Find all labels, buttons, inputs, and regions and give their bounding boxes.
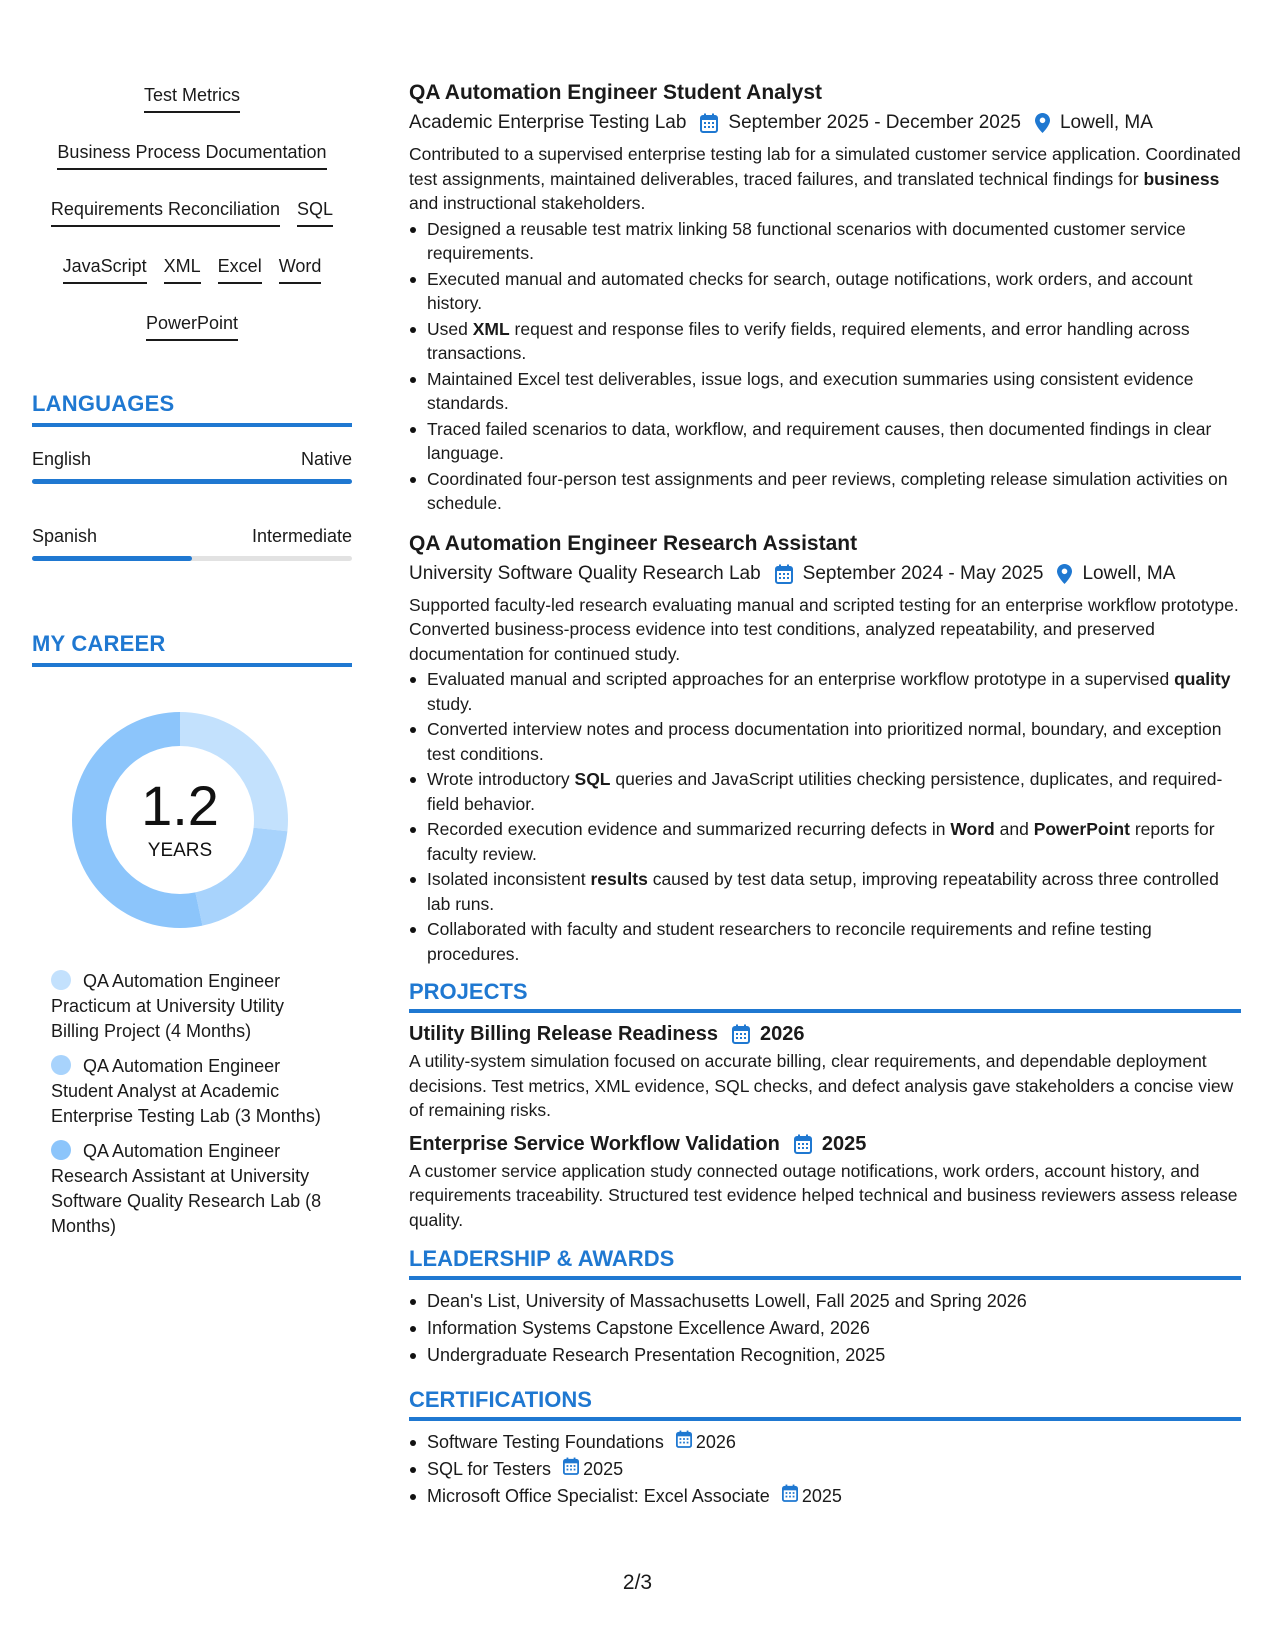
job-bullet: Isolated inconsistent results caused by test data setup, improving repeatability across three controlled lab runs. — [409, 867, 1241, 916]
certifications-heading: CERTIFICATIONS — [409, 1387, 1241, 1421]
job-bullets — [409, 217, 1241, 516]
job-bullet: Wrote introductory SQL queries and JavaScript utilities checking persistence, duplicates, and required-field behavior. — [409, 767, 1241, 816]
proficiency-fill — [32, 556, 192, 561]
certification-name: SQL for Testers — [427, 1459, 552, 1479]
certification-name: Microsoft Office Specialist: Excel Associate — [427, 1486, 770, 1506]
award-item: Undergraduate Research Presentation Recognition, 2025 — [409, 1342, 1241, 1369]
calendar-icon — [700, 113, 718, 133]
awards-list — [409, 1288, 1241, 1369]
job-title: QA Automation Engineer Student Analyst — [409, 81, 823, 104]
skill-tag: Word — [279, 255, 322, 284]
job-entry — [409, 529, 1241, 967]
language-row — [32, 526, 352, 547]
language-proficiency-bar — [32, 556, 352, 561]
language-name: Spanish — [32, 526, 98, 546]
projects-heading: PROJECTS — [409, 979, 1241, 1013]
map-pin-icon — [1035, 113, 1050, 133]
certification-year: 2025 — [583, 1459, 624, 1479]
certifications-list — [409, 1429, 1241, 1510]
project-entry — [409, 1129, 1241, 1233]
project-description: A utility-system simulation focused on accurate billing, clear requirements, and dependable deployment decisions. Test metrics, XML evidence, SQL checks, and defect analysis gave stakeholders a concise view of remaining risks. — [409, 1051, 1234, 1120]
career-legend-item — [51, 1139, 331, 1239]
calendar-icon — [775, 564, 793, 584]
career-label: QA Automation Engineer Practicum at University Utility Billing Project (4 Months) — [51, 971, 285, 1041]
skills-list — [32, 84, 352, 341]
certification-name: Software Testing Foundations — [427, 1432, 664, 1452]
donut-center — [65, 705, 295, 935]
job-entry — [409, 78, 1241, 516]
project-title: Enterprise Service Workflow Validation — [409, 1132, 780, 1155]
career-label: QA Automation Engineer Research Assistant at University Software Quality Research Lab (8 Months) — [51, 1141, 322, 1236]
job-bullet: Executed manual and automated checks for search, outage notifications, work orders, and account history. — [409, 267, 1241, 316]
job-bullet: Used XML request and response files to verify fields, required elements, and error handling across transactions. — [409, 317, 1241, 366]
certification-item — [409, 1456, 1241, 1483]
job-title: QA Automation Engineer Research Assistant — [409, 531, 858, 555]
job-meta — [409, 560, 1241, 588]
skill-tag: XML — [164, 255, 201, 284]
career-section — [32, 631, 352, 1239]
job-bullet: Evaluated manual and scripted approaches for an enterprise workflow prototype in a supervised quality study. — [409, 667, 1241, 716]
project-description: A customer service application study connected outage notifications, work orders, account history, and requirements traceability. Structured test evidence helped technical and business reviewers assess release quality. — [409, 1160, 1238, 1230]
career-legend-item — [51, 969, 331, 1044]
languages-section — [32, 391, 352, 561]
language-row — [32, 449, 352, 470]
job-dates: September 2024 - May 2025 — [802, 562, 1044, 584]
calendar-icon — [563, 1456, 579, 1483]
project-year: 2025 — [821, 1132, 867, 1155]
project-title: Utility Billing Release Readiness — [409, 1023, 718, 1045]
legend-dot — [51, 1140, 71, 1160]
job-bullet: Collaborated with faculty and student researchers to reconcile requirements and refine testing procedures. — [409, 917, 1241, 966]
career-total-unit: YEARS — [147, 840, 213, 861]
skill-tag: PowerPoint — [146, 312, 238, 341]
certification-year: 2025 — [801, 1486, 842, 1506]
career-legend-item — [51, 1054, 331, 1129]
skill-tag: JavaScript — [63, 255, 147, 284]
language-level: Native — [300, 449, 352, 469]
certification-year: 2026 — [695, 1432, 736, 1452]
languages-heading: LANGUAGES — [32, 391, 352, 427]
language-name: English — [32, 449, 92, 469]
job-dates: September 2025 - December 2025 — [728, 112, 1021, 133]
main-content — [409, 78, 1241, 1510]
project-year: 2026 — [760, 1023, 805, 1045]
job-bullets — [409, 667, 1241, 966]
legend-dot — [51, 970, 71, 990]
skill-tag: Test Metrics — [144, 84, 240, 113]
job-summary: Contributed to a supervised enterprise testing lab for a simulated customer service application. Coordinated test assignments, maintained deliverables, traced failures, and translated technical findings for business and instructional stakeholders. — [409, 144, 1241, 213]
calendar-icon — [782, 1483, 798, 1510]
language-level: Intermediate — [251, 526, 352, 546]
skill-tag: Excel — [218, 255, 262, 284]
certification-item — [409, 1429, 1241, 1456]
calendar-icon — [732, 1024, 750, 1044]
awards-heading: LEADERSHIP & AWARDS — [409, 1246, 1241, 1280]
job-organization: University Software Quality Research Lab — [409, 562, 761, 584]
map-pin-icon — [1057, 564, 1072, 584]
job-summary: Supported faculty-led research evaluating manual and scripted testing for an enterprise workflow prototype. Converted business-process evidence into test conditions, analyzed repeatability, and preserved documentation for continued study. — [409, 594, 1239, 664]
skill-tag: SQL — [297, 198, 333, 227]
career-donut-chart — [65, 705, 295, 935]
career-heading: MY CAREER — [32, 631, 352, 667]
job-location: Lowell, MA — [1059, 112, 1153, 133]
language-proficiency-bar — [32, 479, 352, 484]
job-bullet: Maintained Excel test deliverables, issue logs, and execution summaries using consistent evidence standards. — [409, 367, 1241, 416]
skill-tag: Business Process Documentation — [57, 141, 326, 170]
certification-item — [409, 1483, 1241, 1510]
career-label: QA Automation Engineer Student Analyst at Academic Enterprise Testing Lab (3 Months) — [51, 1056, 321, 1126]
job-bullet: Recorded execution evidence and summarized recurring defects in Word and PowerPoint reports for faculty review. — [409, 817, 1241, 866]
page-number: 2/3 — [622, 1571, 653, 1594]
job-location: Lowell, MA — [1082, 562, 1176, 584]
project-title-row — [409, 1019, 1241, 1049]
career-legend — [32, 969, 352, 1239]
job-bullet: Designed a reusable test matrix linking 58 functional scenarios with documented customer service requirements. — [409, 217, 1241, 266]
calendar-icon — [676, 1429, 692, 1456]
award-item: Information Systems Capstone Excellence Award, 2026 — [409, 1315, 1241, 1342]
sidebar — [32, 84, 352, 1249]
job-bullet: Coordinated four-person test assignments and peer reviews, completing release simulation activities on schedule. — [409, 467, 1241, 516]
skill-tag: Requirements Reconciliation — [51, 198, 280, 227]
calendar-icon — [794, 1134, 812, 1154]
job-organization: Academic Enterprise Testing Lab — [409, 112, 687, 133]
project-entry — [409, 1019, 1241, 1123]
job-bullet: Traced failed scenarios to data, workflow, and requirement causes, then documented findings in clear language. — [409, 417, 1241, 466]
award-item: Dean's List, University of Massachusetts Lowell, Fall 2025 and Spring 2026 — [409, 1288, 1241, 1315]
career-total-value: 1.2 — [141, 774, 219, 837]
project-title-row — [409, 1129, 1241, 1159]
job-meta — [409, 109, 1241, 137]
proficiency-fill — [32, 479, 352, 484]
legend-dot — [51, 1055, 71, 1075]
job-bullet: Converted interview notes and process documentation into prioritized normal, boundary, and exception test conditions. — [409, 717, 1241, 766]
